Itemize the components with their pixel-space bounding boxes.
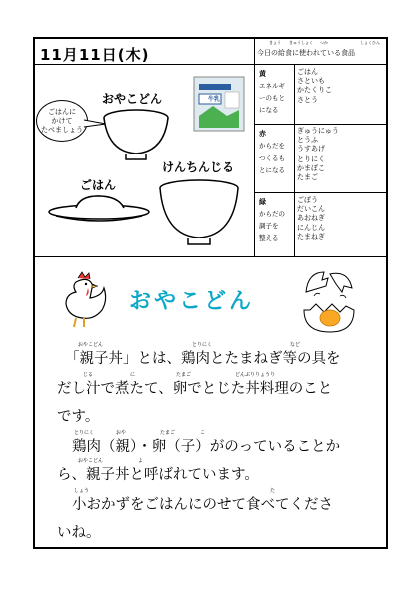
category-desc: になる [259, 106, 279, 114]
category-name: 黄 [259, 70, 266, 78]
furigana: おや [116, 430, 127, 436]
food-item: ぎゅうにゅう [297, 127, 339, 135]
category-desc: からだを [259, 142, 285, 150]
heading-ruby: きゅうしょく [289, 40, 313, 45]
speech-bubble [36, 100, 88, 142]
furigana: よ [138, 458, 144, 464]
dish-label-kenchinjiru: けんちんじる [162, 160, 235, 174]
category-desc: とになる [259, 166, 285, 174]
heading-ruby: きょう [269, 40, 281, 45]
rice-plate-icon [46, 192, 152, 226]
furigana: おやこどん [78, 458, 104, 464]
article-title: おやこどん [129, 289, 255, 314]
heading-ruby: つか [320, 40, 328, 45]
category-red [259, 128, 295, 176]
article-line: だし汁で煮たて、卵でとじた丼料理のこと [57, 381, 333, 397]
date-label: 11月11日(木) [40, 46, 150, 64]
divider-vertical-foods [254, 64, 255, 257]
food-item: にんじん [297, 223, 325, 232]
furigana: こ [200, 430, 206, 436]
food-item: かたくりこ [297, 86, 332, 95]
furigana: おやこどん [78, 342, 104, 348]
food-item: とうふ [297, 136, 318, 145]
soup-bowl-icon [158, 178, 240, 246]
food-item: うすあげ [297, 145, 325, 154]
divider-cat-2 [254, 192, 388, 193]
food-item: ごぼう [297, 196, 318, 204]
food-item: さとう [297, 95, 318, 104]
food-item: だいこん [297, 205, 325, 214]
category-desc: 調子を [259, 222, 279, 230]
bubble-line: ごはんに [48, 107, 76, 116]
bubble-line: たべましょう [41, 125, 83, 134]
divider-cat-1 [254, 124, 388, 125]
food-item: たまねぎ [297, 232, 325, 241]
cracked-egg-icon [300, 268, 358, 336]
heading-text: 今日の給食に使われている食品 [257, 49, 355, 57]
dish-label-oyakodon: おやこどん [102, 92, 163, 106]
food-list-red [297, 127, 361, 182]
bubble-line: かけて [51, 116, 73, 125]
food-list-green [297, 196, 361, 242]
furigana: に [130, 372, 136, 378]
food-item: ごはん [297, 68, 318, 76]
article-line: 「親子丼」とは、鶏肉とたまねぎ等の具を [65, 351, 341, 367]
category-desc: 整える [259, 234, 279, 242]
category-desc: エネルギ [259, 82, 285, 90]
article-line: 鶏肉（親）・卵（子）がのっていることか [72, 439, 341, 455]
furigana: た [270, 488, 276, 494]
heading-ruby: しょくひん [360, 40, 380, 45]
furigana: など [290, 342, 301, 348]
article-line: いね。 [57, 525, 101, 541]
milk-carton-icon [193, 76, 245, 132]
food-list-yellow [297, 68, 361, 105]
furigana: とりにく [74, 430, 95, 436]
furigana: じる [83, 372, 94, 378]
category-desc: ーのもと [259, 94, 285, 102]
furigana: たまご [160, 430, 176, 436]
milk-label: 牛乳 [208, 96, 221, 103]
category-yellow [259, 68, 295, 116]
article-line: 小おかずをごはんにのせて食べてくださ [72, 497, 333, 513]
category-name: 緑 [259, 198, 266, 206]
category-desc: つくるも [259, 154, 285, 162]
furigana: たまご [176, 372, 192, 378]
furigana: どんぶりりょうり [235, 372, 276, 378]
food-item: とりにく [297, 154, 325, 163]
divider-middle [33, 256, 388, 257]
dish-label-gohan: ごはん [80, 178, 117, 192]
category-green [259, 196, 295, 244]
divider-vertical-header [254, 37, 255, 65]
food-item: かまぼこ [297, 163, 325, 172]
category-desc: からだの [259, 210, 285, 218]
donburi-bowl-icon [102, 108, 170, 160]
category-name: 赤 [259, 130, 266, 138]
furigana: しょう [74, 488, 90, 494]
food-item: たまご [297, 173, 318, 182]
chicken-icon [58, 270, 108, 330]
furigana: とりにく [192, 342, 213, 348]
food-item: あおねぎ [297, 214, 325, 223]
food-item: さといも [297, 77, 325, 86]
article-line: ら、親子丼と呼ばれています。 [57, 467, 259, 483]
article-line: です。 [57, 409, 100, 425]
